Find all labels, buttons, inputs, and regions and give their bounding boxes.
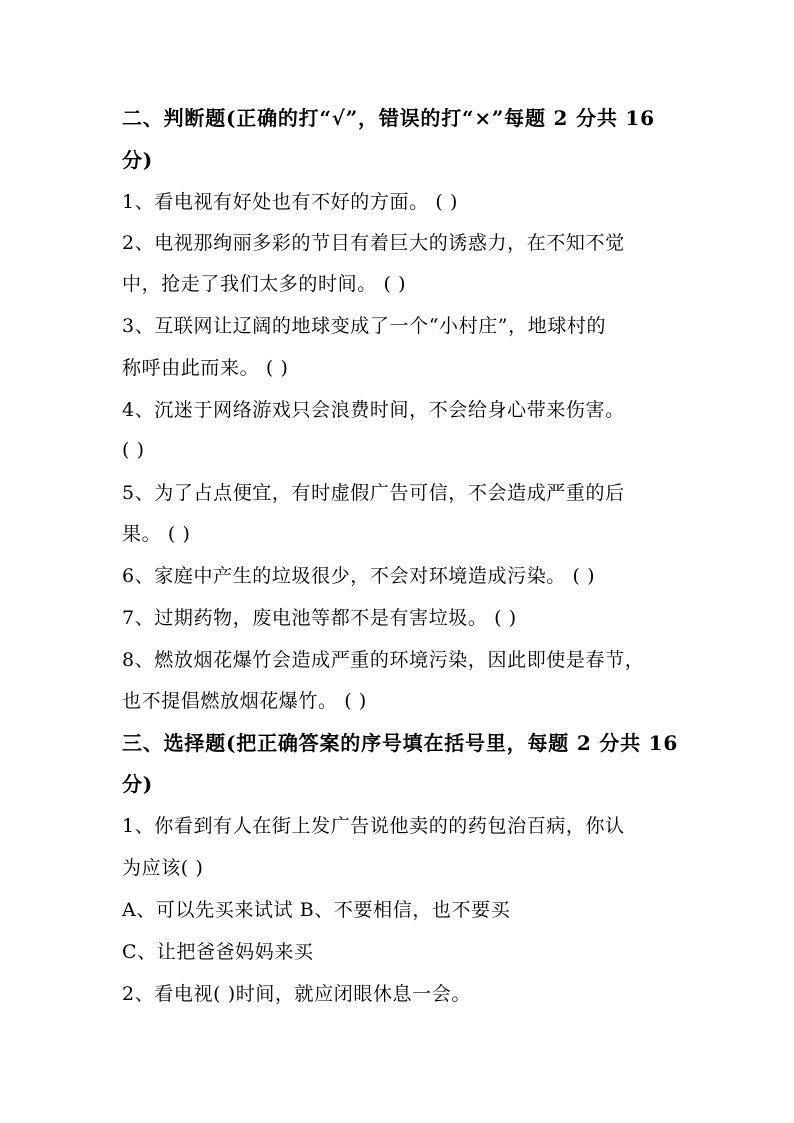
section-2-heading: 二、判断题(正确的打“√”，错误的打“×”每题 2 分共 16 — [122, 106, 655, 130]
section-3-heading-continued: 分) — [122, 772, 154, 796]
section-2-heading-continued: 分) — [122, 148, 154, 172]
question-2-3: 3、互联网让辽阔的地球变成了一个“小村庄”，地球村的 — [122, 315, 607, 337]
section-3-heading: 三、选择题(把正确答案的序号填在括号里，每题 2 分共 16 — [122, 731, 679, 755]
question-2-4-continued: ( ) — [122, 439, 145, 461]
question-2-1: 1、看电视有好处也有不好的方面。 ( ) — [122, 191, 458, 213]
question-2-8: 8、燃放烟花爆竹会造成严重的环境污染，因此即使是春节， — [122, 649, 645, 671]
question-3-1: 1、你看到有人在街上发广告说他卖的的药包治百病，你认 — [122, 815, 625, 837]
question-3-1-option-c: C、让把爸爸妈妈来买 — [122, 941, 314, 963]
question-2-4: 4、沉迷于网络游戏只会浪费时间，不会给身心带来伤害。 — [122, 399, 625, 421]
question-2-3-continued: 称呼由此而来。 ( ) — [122, 357, 289, 379]
question-2-5-continued: 果。 ( ) — [122, 523, 191, 545]
question-2-7: 7、过期药物，废电池等都不是有害垃圾。 ( ) — [122, 607, 517, 629]
question-2-6: 6、家庭中产生的垃圾很少，不会对环境造成污染。 ( ) — [122, 565, 596, 587]
question-2-2-continued: 中，抢走了我们太多的时间。 ( ) — [122, 273, 407, 295]
question-2-2: 2、电视那绚丽多彩的节目有着巨大的诱惑力，在不知不觉 — [122, 232, 625, 254]
question-3-1-options-ab: A、可以先买来试试 B、不要相信，也不要买 — [122, 899, 511, 921]
question-3-1-continued: 为应该( ) — [122, 857, 204, 879]
question-2-8-continued: 也不提倡燃放烟花爆竹。 ( ) — [122, 690, 367, 712]
question-3-2: 2、看电视( )时间，就应闭眼休息一会。 — [122, 983, 471, 1005]
question-2-5: 5、为了占点便宜，有时虚假广告可信，不会造成严重的后 — [122, 482, 625, 504]
